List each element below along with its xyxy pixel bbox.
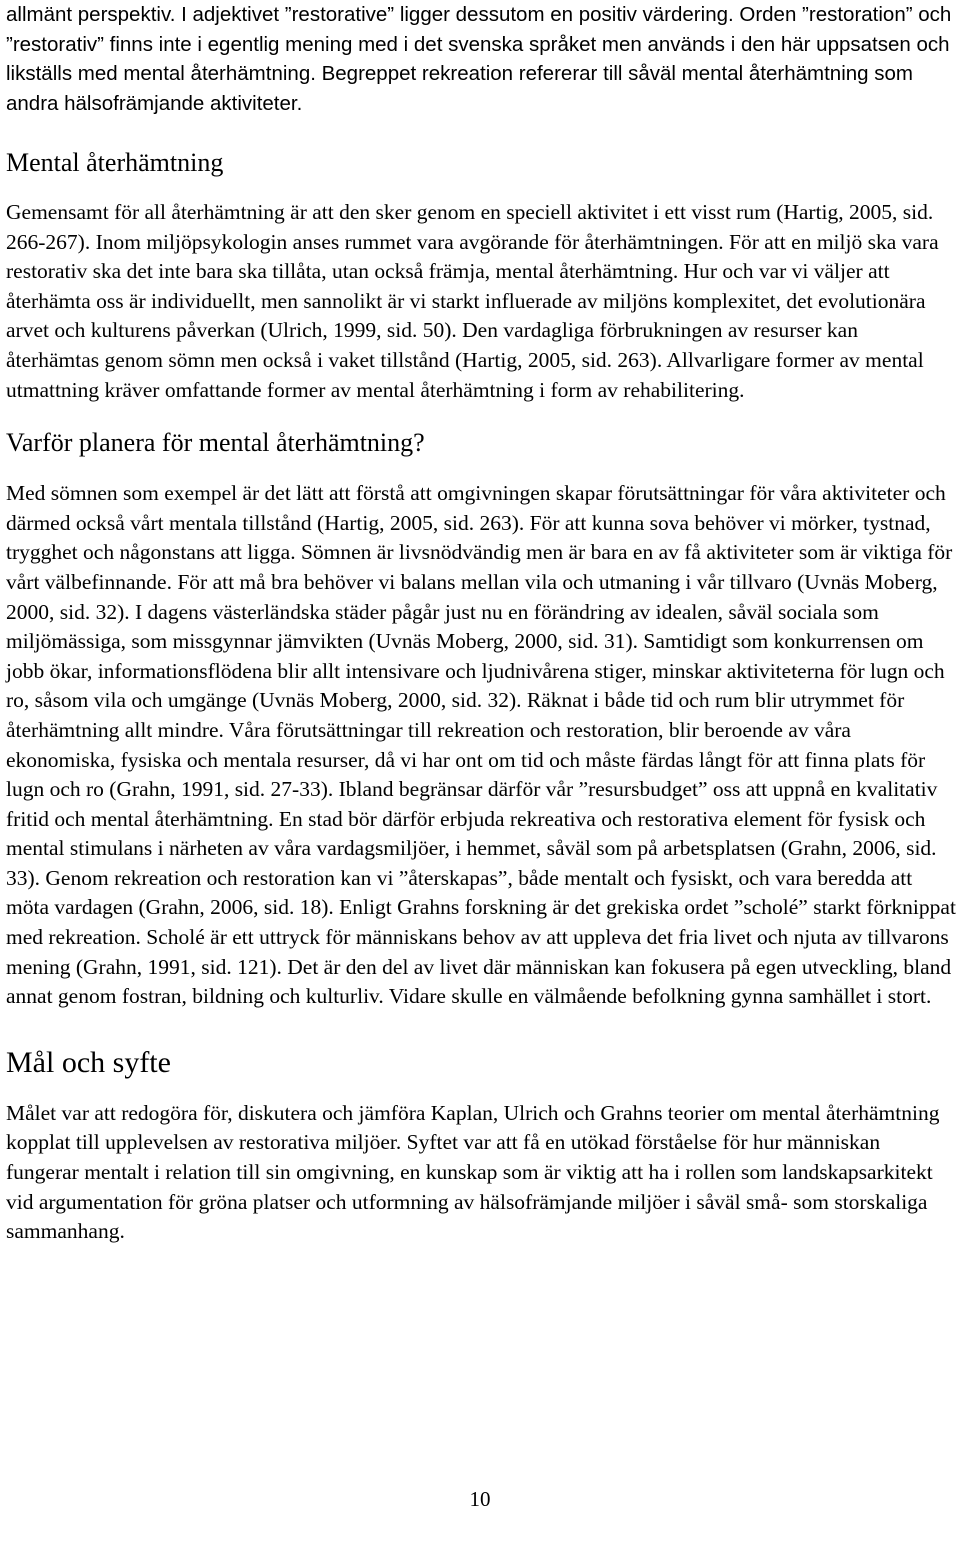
section-paragraph-varfor-planera: Med sömnen som exempel är det lätt att förstå att omgivningen skapar förutsättningar för våra aktiviteter och därmed också vårt mentala tillstånd (Hartig, 2005, sid. 263). För att kunna sova behöver vi mörker, tystnad, trygghet och någonstans att ligga. Sömnen är livsnödvändig men är bara en av få aktiviteter som är viktiga för vårt välbefinnande. För att må bra behöver vi balans mellan vila och utmaning i vår tillvaro (Uvnäs Moberg, 2000, sid. 32). I dagens västerländska städer pågår just nu en förändring av idealen, såväl sociala som miljömässiga, som missgynnar jämvikten (Uvnäs Moberg, 2000, sid. 31). Samtidigt som konkurrensen om jobb ökar, informationsflödena blir allt intensivare och ljudnivårena stiger, minskar aktiviteterna för lugn och ro, såsom vila och umgänge (Uvnäs Moberg, 2000, sid. 32). Räknat i både tid och rum blir utrymmet för återhämtning allt mindre. Våra förutsättningar till rekreation och restoration, blir beroende av våra ekonomiska, fysiska och mentala resurser, då vi har ont om tid och måste färdas långt för att finna plats för lugn och ro (Grahn, 1991, sid. 27-33). Ibland begränsar därför vår ”resursbudget” oss att uppnå en kvalitativ fritid och mental återhämtning. En stad bör därför erbjuda rekreativa och restorativa element för fysisk och mental stimulans i närheten av våra vardagsmiljöer, i hemmet, såväl som på arbetsplatsen (Grahn, 2006, sid. 33). Genom rekreation och restoration kan vi ”återskapas”, både mentalt och fysiskt, och vara beredda att möta vardagen (Grahn, 2006, sid. 18). Enligt Grahns forskning är det grekiska ordet ”scholé” starkt förknippat med rekreation. Scholé är ett uttryck för människans behov av att uppleva det fria livet och njuta av tillvarons mening (Grahn, 1991, sid. 121). Det är den del av livet där människan kan fokusera på egen utveckling, bland annat genom fostran, bildning och kulturliv. Vidare skulle en välmående befolkning gynna samhället i stort. [6, 481, 956, 1009]
intro-paragraph: allmänt perspektiv. I adjektivet ”restorative” ligger dessutom en positiv värdering. Orden ”restoration” och ”restorativ” finns inte i egentlig mening med i det svenska språket men används i den här uppsatsen och likställs med mental återhämtning. Begreppet rekreation refererar till såväl mental återhämtning som andra hälsofrämjande aktiviteter. [6, 3, 952, 115]
section-paragraph-mental-aterhamtning: Gemensamt för all återhämtning är att den sker genom en speciell aktivitet i ett visst rum (Hartig, 2005, sid. 266-267). Inom miljöpsykologin anses rummet vara avgörande för återhämtningen. För att en miljö ska vara restorativ ska det inte bara ska tillåta, utan också främja, mental återhämtning. Hur och var vi väljer att återhämta oss är individuellt, men sannolikt är vi starkt influerade av miljöns komplexitet, det evolutionära arvet och kulturens påverkan (Ulrich, 1999, sid. 50). Den vardagliga förbrukningen av resurser kan återhämtas genom sömn men också i vaket tillstånd (Hartig, 2005, sid. 263). Allvarligare former av mental utmattning kräver omfattande former av mental återhämtning i form av rehabilitering. [6, 200, 939, 402]
section-heading-varfor-planera: Varför planera för mental återhämtning? [6, 428, 425, 458]
document-page [6, 0, 956, 1247]
section-paragraph-mal-och-syfte: Målet var att redogöra för, diskutera och jämföra Kaplan, Ulrich och Grahns teorier om mental återhämtning kopplat till upplevelsen av restorativa miljöer. Syftet var att få en utökad förståelse för hur människan fungerar mentalt i relation till sin omgivning, en kunskap som är viktig att ha i rollen som landskapsarkitekt vid argumentation för gröna platser och utformning av hälsofrämjande miljöer i såväl små- som storskaliga sammanhang. [6, 1100, 940, 1244]
page-number: 10 [469, 1487, 491, 1511]
section-heading-mal-och-syfte: Mål och syfte [6, 1045, 171, 1079]
section-heading-mental-aterhamtning: Mental återhämtning [6, 148, 224, 177]
